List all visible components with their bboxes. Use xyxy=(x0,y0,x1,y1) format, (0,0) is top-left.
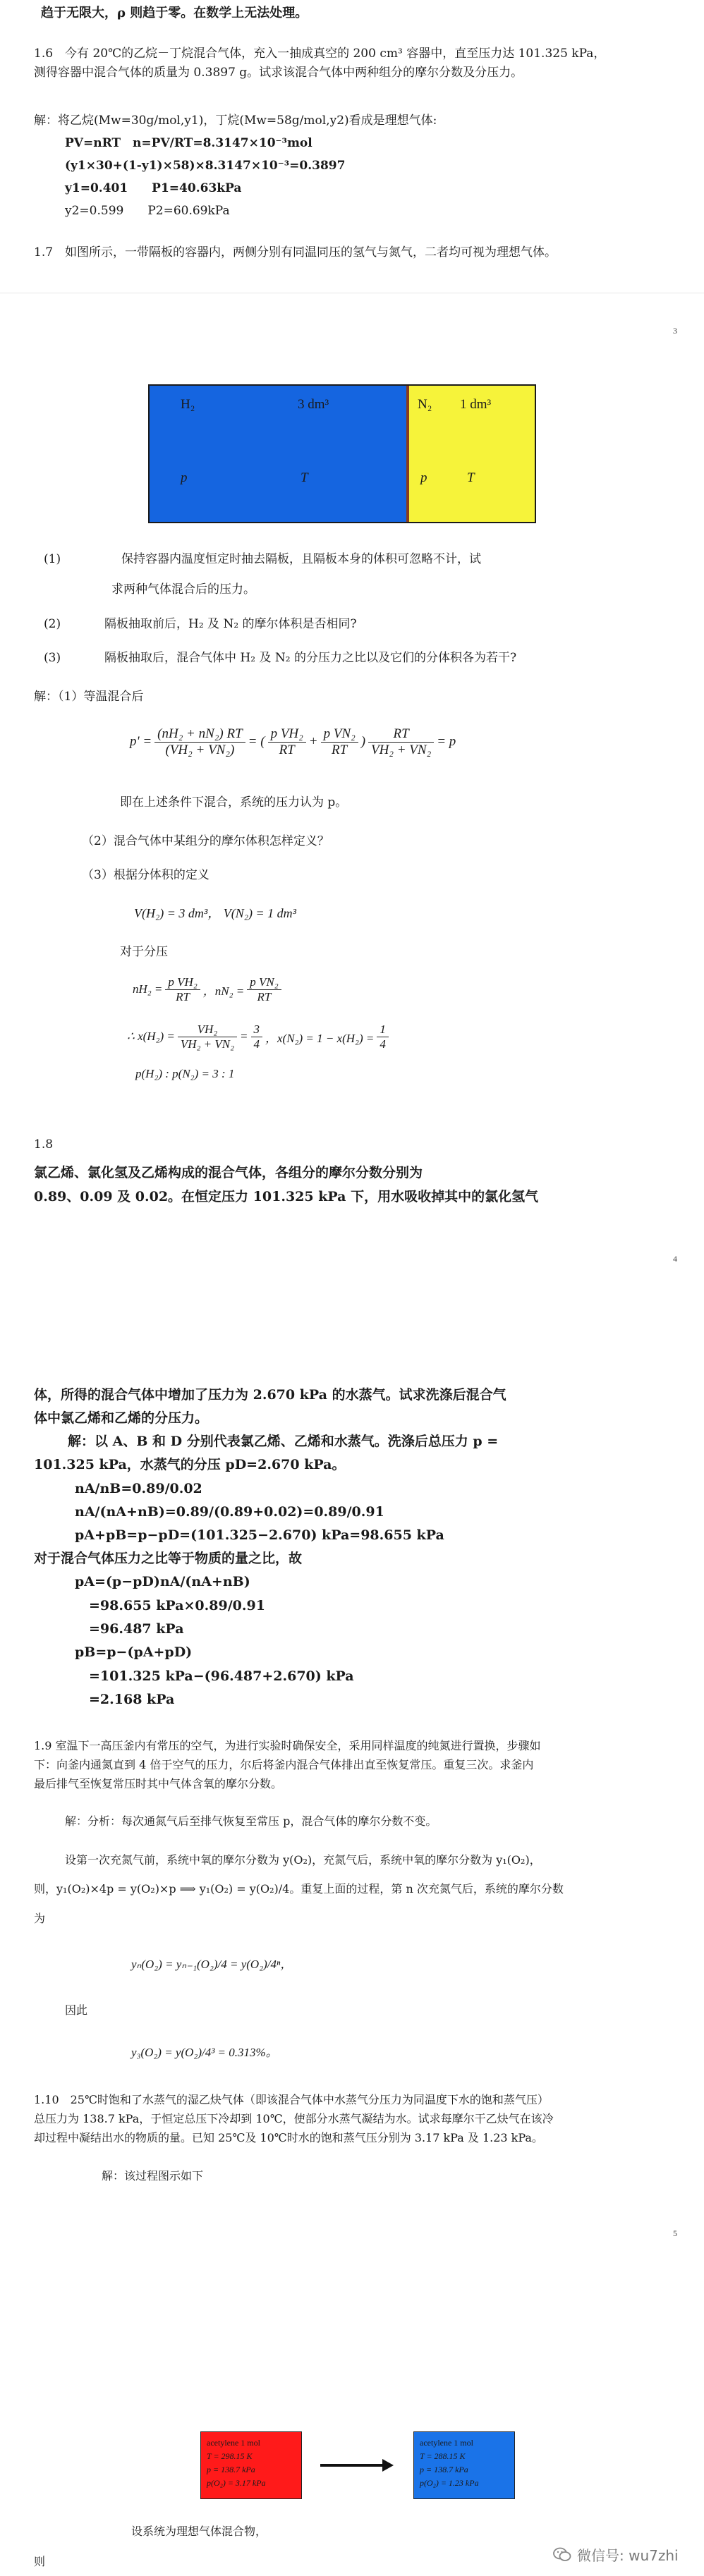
q110-line2: 总压力为 138.7 kPa，于恒定总压下冷却到 10℃，使部分水蒸气凝结为水。试求每摩尔干乙炔气在该冷 xyxy=(34,2112,554,2125)
n2-label: N₂ xyxy=(418,397,432,412)
s110-head: 解：该过程图示如下 xyxy=(102,2169,204,2183)
s19-equation2: y₃(O₂) = y(O₂)/4³ = 0.313%。 xyxy=(131,2046,278,2059)
wechat-icon xyxy=(553,2547,571,2563)
eq1-term3 xyxy=(368,726,434,758)
n-n2-lhs: ，nN₂ = xyxy=(202,984,245,998)
s19-line3: 则，y₁(O₂)×4p = y(O₂)×p ⟹ y₁(O₂) = y(O₂)/4。重复上面的过程，第 n 次充氮气后，系统的摩尔分数 xyxy=(34,1882,564,1896)
then-line: 则 xyxy=(34,2555,46,2568)
note-pressure: 即在上述条件下混合，系统的压力认为 p。 xyxy=(120,795,348,810)
h2-pressure: p xyxy=(181,470,188,485)
s18-line7: pA+pB=p−pD=(101.325−2.670) kPa=98.655 kPa xyxy=(75,1527,444,1543)
s18-line12: pB=p−(pA+pD) xyxy=(75,1644,193,1660)
box-state-final xyxy=(413,2431,515,2499)
item2-text: 隔板抽取前后，H₂ 及 N₂ 的摩尔体积是否相同? xyxy=(104,617,357,631)
x-value xyxy=(251,1023,263,1051)
initial-line3: p = 138.7 kPa xyxy=(207,2465,255,2474)
page-number-3: 3 xyxy=(673,326,677,336)
pressure-ratio: p(H₂) : p(N₂) = 3 : 1 xyxy=(135,1067,235,1080)
eq1-term2-num: p VN₂ xyxy=(321,726,358,743)
container-figure xyxy=(148,384,536,523)
item3-number: (3) xyxy=(44,651,61,665)
eq1-lhs: p' = xyxy=(130,734,152,749)
equation-mixed-pressure xyxy=(130,714,567,770)
n-h2-fraction xyxy=(165,975,200,1004)
s19-line5: 因此 xyxy=(65,2003,88,2017)
n2-temperature: T xyxy=(467,470,475,485)
s16-line2: PV=nRT n=PV/RT=8.3147×10⁻³mol xyxy=(65,136,312,150)
eq1-term2 xyxy=(321,726,358,758)
final-line3: p = 138.7 kPa xyxy=(420,2465,468,2474)
s18-line3: 解：以 A、B 和 D 分别代表氯乙烯、乙烯和水蒸气。洗涤后总压力 p = xyxy=(68,1434,499,1449)
h2-temperature: T xyxy=(301,470,308,485)
x-value-den: 4 xyxy=(253,1037,260,1051)
x-value-num: 3 xyxy=(251,1023,263,1037)
eq1-rhs: = p xyxy=(437,734,456,749)
box-state-initial xyxy=(200,2431,302,2499)
equation-moles xyxy=(133,970,281,1009)
s18-line5: nA/nB=0.89/0.02 xyxy=(75,1481,202,1496)
x-n2-value xyxy=(377,1023,389,1051)
q16-line1: 1.6 今有 20℃的乙烷－丁烷混合气体，充入一抽成真空的 200 cm³ 容器中，直至压力达 101.325 kPa， xyxy=(34,47,606,61)
q19-line2: 下：向釜内通氮直到 4 倍于空气的压力，尔后将釜内混合气体排出直至恢复常压。重复三次。求釜内 xyxy=(34,1758,534,1771)
s18-line2: 体中氯乙烯和乙烯的分压力。 xyxy=(34,1410,209,1426)
eq1-term3-num: RT xyxy=(368,726,434,743)
initial-line1: acetylene 1 mol xyxy=(207,2438,260,2448)
q110-line1: 1.10 25℃时饱和了水蒸气的湿乙炔气体（即该混合气体中水蒸气分压力为同温度下水的饱和蒸气压） xyxy=(34,2093,549,2106)
s18-line9: pA=(p−pD)nA/(nA+nB) xyxy=(75,1574,250,1589)
n-h2-den: RT xyxy=(176,989,190,1003)
n-n2-fraction xyxy=(247,975,281,1004)
s18-line11: =96.487 kPa xyxy=(89,1621,184,1637)
q16-line2: 测得容器中混合气体的质量为 0.3897 g。试求该混合气体中两种组分的摩尔分数及分压力。 xyxy=(34,66,523,80)
q19-line3: 最后排气至恢复常压时其中气体含氧的摩尔分数。 xyxy=(34,1777,283,1790)
eq1-plus: + xyxy=(308,734,318,749)
q3-head: （3）根据分体积的定义 xyxy=(82,868,210,882)
q110-line3: 却过程中凝结出水的物质的量。已知 25℃及 10℃时水的饱和蒸气压分别为 3.17 kPa 及 1.23 kPa。 xyxy=(34,2131,543,2144)
x-n2: ，x(N₂) = 1 − x(H₂) = xyxy=(265,1031,375,1045)
s18-line10: =98.655 kPa×0.89/0.91 xyxy=(89,1598,265,1613)
x-den: VH₂ + VN₂ xyxy=(180,1037,235,1051)
s16-line4: y1=0.401 P1=40.63kPa xyxy=(65,181,242,195)
process-arrow xyxy=(319,2457,395,2474)
s16-line3: (y1×30+(1-y1)×58)×8.3147×10⁻³=0.3897 xyxy=(65,159,346,173)
x-n2-num: 1 xyxy=(377,1023,389,1037)
page-number-5: 5 xyxy=(673,2228,677,2238)
eq1-fraction-main xyxy=(154,726,245,758)
s18-line8: 对于混合气体压力之比等于物质的量之比，故 xyxy=(34,1551,303,1566)
assumption-line: 设系统为理想气体混合物， xyxy=(131,2525,267,2538)
final-line4: p(O₂) = 1.23 kPa xyxy=(420,2478,479,2488)
final-line2: T = 288.15 K xyxy=(420,2451,466,2461)
solution-head: 解：（1）等温混合后 xyxy=(34,690,144,704)
q19-line1: 1.9 室温下一高压釜内有常压的空气，为进行实验时确保安全，采用同样温度的纯氮进行置换，步骤如 xyxy=(34,1739,541,1752)
s19-equation1: yₙ(O₂) = yₙ₋₁(O₂)/4 = y(O₂)/4ⁿ， xyxy=(131,1958,293,1971)
initial-line4: p(O₂) = 3.17 kPa xyxy=(207,2478,266,2488)
equation-mole-fraction xyxy=(127,1015,389,1058)
volume-equation: V(H₂) = 3 dm³， V(N₂) = 1 dm³ xyxy=(134,906,297,920)
section-1 xyxy=(0,0,704,296)
q2-head: （2）混合气体中某组分的摩尔体积怎样定义？ xyxy=(82,834,329,848)
q18-number: 1.8 xyxy=(34,1137,54,1152)
eq1-term1-num: p VH₂ xyxy=(268,726,306,743)
x-fraction xyxy=(178,1023,237,1051)
n-n2-num: p VN₂ xyxy=(247,975,281,990)
eq1-term1-den: RT xyxy=(279,742,295,757)
s16-line1: 解：将乙烷(Mw=30g/mol,y1)，丁烷(Mw=58g/mol,y2)看成是理想气体: xyxy=(34,114,437,128)
watermark-text: 微信号: wu7zhi xyxy=(577,2547,679,2564)
partial-head: 对于分压 xyxy=(120,945,168,959)
eq1-open: = ( xyxy=(248,734,265,749)
n2-pressure: p xyxy=(420,470,427,485)
n2-volume: 1 dm³ xyxy=(460,397,492,412)
s18-line1: 体，所得的混合气体中增加了压力为 2.670 kPa 的水蒸气。试求洗涤后混合气 xyxy=(34,1387,506,1403)
s18-line13: =101.325 kPa−(96.487+2.670) kPa xyxy=(89,1668,354,1684)
n-h2-num: p VH₂ xyxy=(165,975,200,990)
s18-line4: 101.325 kPa，水蒸气的分压 pD=2.670 kPa。 xyxy=(34,1457,346,1472)
initial-line2: T = 298.15 K xyxy=(207,2451,253,2461)
s19-line2: 设第一次充氮气前，系统中氧的摩尔分数为 y(O₂)，充氮气后，系统中氧的摩尔分数为 y₁(O₂)， xyxy=(65,1853,541,1867)
q17-line: 1.7 如图所示，一带隔板的容器内，两侧分别有同温同压的氢气与氮气，二者均可视为理想气体。 xyxy=(34,245,557,260)
s19-line1: 解：分析：每次通氮气后至排气恢复至常压 p，混合气体的摩尔分数不变。 xyxy=(65,1814,437,1828)
eq1-close: ) xyxy=(360,734,366,749)
wechat-watermark xyxy=(553,2544,679,2565)
eq1-denominator: (VH₂ + VN₂) xyxy=(165,742,235,757)
page-number-4: 4 xyxy=(673,1254,677,1264)
intro-line: 趋于无限大，ρ 则趋于零。在数学上无法处理。 xyxy=(41,6,308,20)
final-line1: acetylene 1 mol xyxy=(420,2438,473,2448)
s18-line14: =2.168 kPa xyxy=(89,1692,175,1707)
n-n2-den: RT xyxy=(257,989,272,1003)
x-mid: = xyxy=(240,1030,248,1043)
h2-label: H₂ xyxy=(181,397,195,412)
item2-number: (2) xyxy=(44,617,61,631)
h2-volume: 3 dm³ xyxy=(298,397,329,412)
s19-line4: 为 xyxy=(34,1912,46,1925)
item1-number: (1) xyxy=(44,552,61,566)
eq1-term1 xyxy=(268,726,306,758)
eq1-term3-den: VH₂ + VN₂ xyxy=(371,742,432,757)
x-n2-den: 4 xyxy=(380,1037,386,1051)
item1-text: 保持容器内温度恒定时抽去隔板，且隔板本身的体积可忽略不计，试 xyxy=(121,552,481,566)
item3-text: 隔板抽取后，混合气体中 H₂ 及 N₂ 的分压力之比以及它们的分体积各为若干? xyxy=(104,651,517,665)
s18-line6: nA/(nA+nB)=0.89/(0.89+0.02)=0.89/0.91 xyxy=(75,1504,384,1520)
eq1-term2-den: RT xyxy=(332,742,348,757)
s16-line5: y2=0.599 P2=60.69kPa xyxy=(65,204,230,218)
eq1-numerator: (nH₂ + nN₂) RT xyxy=(154,726,245,743)
q18-line1: 氯乙烯、氯化氢及乙烯构成的混合气体，各组分的摩尔分数分别为 xyxy=(34,1165,423,1180)
n-h2-lhs: nH₂ = xyxy=(133,982,163,996)
q18-line2: 0.89、0.09 及 0.02。在恒定压力 101.325 kPa 下，用水吸收掉其中的氯化氢气 xyxy=(34,1189,539,1204)
item1-continued: 求两种气体混合后的压力。 xyxy=(111,582,255,597)
x-lhs: ∴ x(H₂) = xyxy=(127,1030,175,1043)
x-num: VH₂ xyxy=(178,1023,237,1037)
